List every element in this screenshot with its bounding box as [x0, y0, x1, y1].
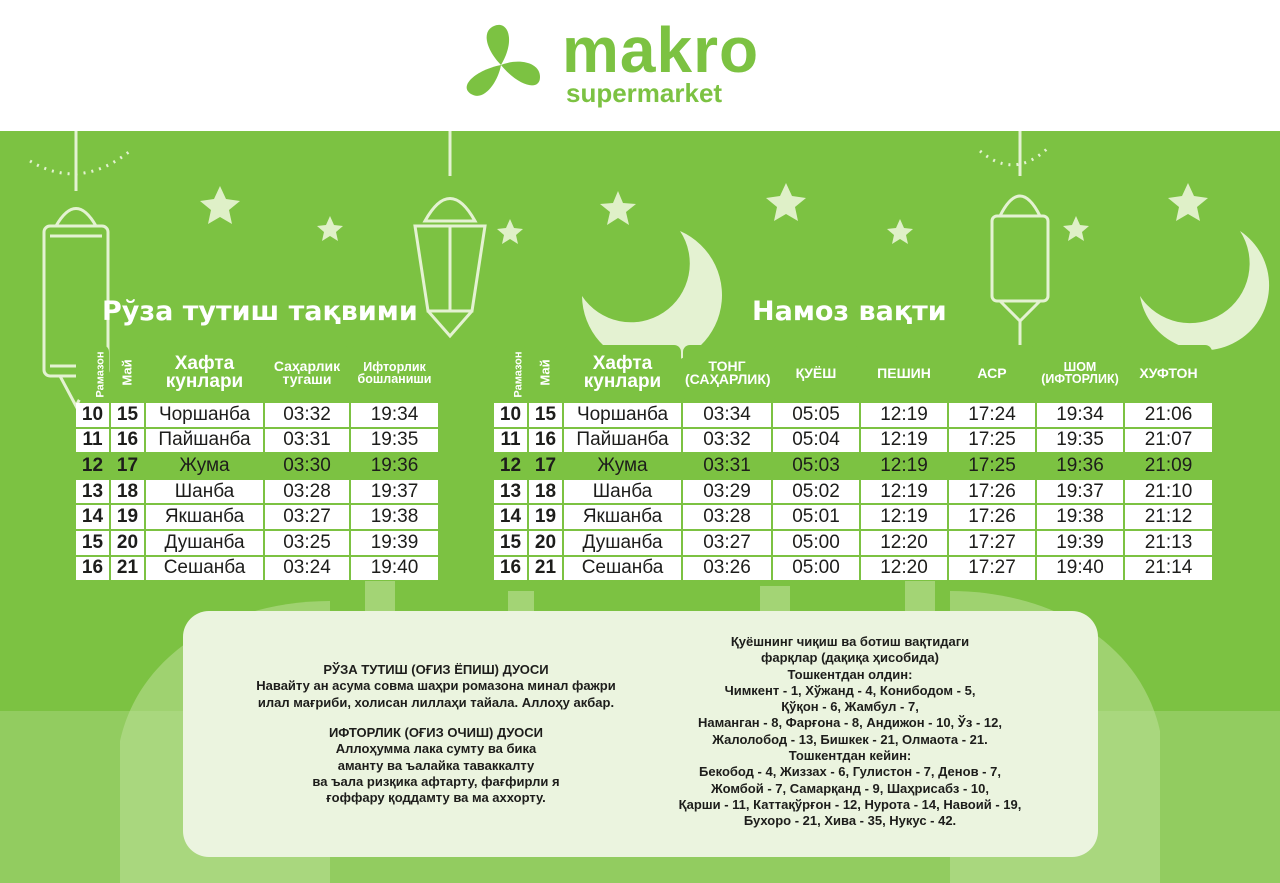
- star-icon: [766, 183, 806, 221]
- table-cell: 16: [111, 429, 144, 453]
- table-cell: 13: [76, 480, 109, 504]
- text-line: аманту ва ъалайка таваккалту: [337, 757, 535, 773]
- table-row: [76, 454, 438, 478]
- table-cell: 19:38: [1037, 505, 1123, 529]
- table-row: [494, 454, 1212, 478]
- table-cell: 21: [111, 557, 144, 581]
- text-line: Бекобод - 4, Жиззах - 6, Гулистон - 7, Денов - 7,: [699, 764, 1001, 780]
- column-header-isha: ХУФТОН: [1125, 345, 1212, 401]
- table-cell: 14: [494, 505, 527, 529]
- text-line: илал мағриби, холисан лиллаҳи тайала. Аллоҳу акбар.: [257, 694, 615, 710]
- fasting-calendar-table: [74, 343, 440, 582]
- table-header-row: [76, 345, 438, 401]
- star-icon: [887, 219, 913, 244]
- table-cell: Сешанба: [564, 557, 681, 581]
- text-line: Тошкентдан кейин:: [788, 748, 912, 764]
- table-row: [494, 505, 1212, 529]
- table-cell: 05:00: [773, 531, 859, 555]
- prayer-times-title: Намоз вақти: [752, 296, 947, 327]
- table-cell: 15: [494, 531, 527, 555]
- table-cell: 21:12: [1125, 505, 1212, 529]
- lantern-icon: [992, 131, 1048, 346]
- table-cell: 11: [494, 429, 527, 453]
- table-cell: 12: [494, 454, 527, 478]
- table-cell: 03:31: [683, 454, 771, 478]
- fasting-calendar-title: Рўза тутиш тақвими: [102, 296, 418, 327]
- table-cell: Чоршанба: [146, 403, 263, 427]
- table-cell: Якшанба: [564, 505, 681, 529]
- table-cell: 03:28: [265, 480, 349, 504]
- table-cell: 16: [529, 429, 562, 453]
- table-cell: 19:39: [351, 531, 438, 555]
- table-cell: 19: [111, 505, 144, 529]
- text-line: ва ъала ризқика афтарту, фағфирли я: [312, 773, 560, 789]
- table-cell: 19:37: [351, 480, 438, 504]
- table-row: [494, 480, 1212, 504]
- table-cell: 12:20: [861, 557, 947, 581]
- table-cell: 03:25: [265, 531, 349, 555]
- table-cell: 03:27: [683, 531, 771, 555]
- star-icon: [1063, 216, 1089, 241]
- table-cell: Шанба: [146, 480, 263, 504]
- column-header-may: Май: [111, 345, 144, 401]
- table-cell: Жума: [146, 454, 263, 478]
- table-cell: 21:10: [1125, 480, 1212, 504]
- table-cell: 19:34: [1037, 403, 1123, 427]
- table-cell: 15: [111, 403, 144, 427]
- text-line: Жалолобод - 13, Бишкек - 21, Олмаота - 21.: [712, 731, 988, 747]
- table-row: [494, 403, 1212, 427]
- table-cell: Пайшанба: [564, 429, 681, 453]
- table-cell: 03:32: [683, 429, 771, 453]
- table-cell: 19:39: [1037, 531, 1123, 555]
- lantern-icon: [415, 131, 485, 336]
- table-cell: 15: [529, 403, 562, 427]
- table-cell: 14: [76, 505, 109, 529]
- table-cell: 16: [76, 557, 109, 581]
- table-row: [76, 403, 438, 427]
- table-cell: 10: [494, 403, 527, 427]
- column-header-ramadan: Рамазон: [76, 345, 109, 401]
- table-cell: 17:25: [949, 454, 1035, 478]
- header-bar: [0, 0, 1280, 131]
- table-cell: 20: [111, 531, 144, 555]
- table-cell: 05:02: [773, 480, 859, 504]
- table-cell: Пайшанба: [146, 429, 263, 453]
- table-cell: 18: [529, 480, 562, 504]
- table-cell: 21:07: [1125, 429, 1212, 453]
- star-icon: [317, 216, 343, 241]
- table-row: [76, 429, 438, 453]
- table-row: [76, 557, 438, 581]
- table-cell: 17: [529, 454, 562, 478]
- table-cell: 03:31: [265, 429, 349, 453]
- makro-logo-icon: [458, 22, 544, 108]
- table-cell: 10: [76, 403, 109, 427]
- column-header-weekday: Хафта кунлари: [564, 345, 681, 401]
- table-cell: 21:09: [1125, 454, 1212, 478]
- table-cell: 17:27: [949, 557, 1035, 581]
- table-row: [76, 531, 438, 555]
- text-line: Қарши - 11, Каттақўрғон - 12, Нурота - 14, Навоий - 19,: [678, 796, 1022, 812]
- table-cell: Жума: [564, 454, 681, 478]
- table-cell: 12:19: [861, 403, 947, 427]
- table-cell: 03:34: [683, 403, 771, 427]
- table-cell: 03:24: [265, 557, 349, 581]
- table-cell: 18: [111, 480, 144, 504]
- text-line: Қўқон - 6, Жамбул - 7,: [781, 699, 919, 715]
- table-cell: 16: [494, 557, 527, 581]
- table-cell: 17:26: [949, 480, 1035, 504]
- text-line: Навайту ан асума совма шаҳри ромазона минал фажри: [256, 678, 616, 694]
- table-cell: 13: [494, 480, 527, 504]
- table-cell: 19:40: [1037, 557, 1123, 581]
- table-cell: Шанба: [564, 480, 681, 504]
- star-icon: [600, 191, 636, 225]
- table-cell: Сешанба: [146, 557, 263, 581]
- table-cell: 05:05: [773, 403, 859, 427]
- prayer-times-table: [492, 343, 1214, 582]
- table-row: [494, 557, 1212, 581]
- table-cell: 11: [76, 429, 109, 453]
- suhoor-dua-text: [212, 662, 660, 711]
- table-cell: 12:19: [861, 429, 947, 453]
- column-header-ramadan: Рамазон: [494, 345, 527, 401]
- column-header-iftar-start: Ифторлик бошланиши: [351, 345, 438, 401]
- table-cell: 17:24: [949, 403, 1035, 427]
- table-cell: Якшанба: [146, 505, 263, 529]
- table-cell: 17:26: [949, 505, 1035, 529]
- table-cell: 12:20: [861, 531, 947, 555]
- text-line: фарқлар (дақиқа ҳисобида): [761, 650, 939, 666]
- table-cell: 03:32: [265, 403, 349, 427]
- text-line: Жомбой - 7, Самарқанд - 9, Шаҳрисабз - 10,: [710, 780, 990, 796]
- column-header-suhoor-end: Саҳарлик тугаши: [265, 345, 349, 401]
- column-header-may: Май: [529, 345, 562, 401]
- string-lights: [980, 146, 1050, 165]
- table-cell: 19:35: [1037, 429, 1123, 453]
- string-lights: [30, 151, 130, 174]
- table-cell: 15: [76, 531, 109, 555]
- table-cell: 19:37: [1037, 480, 1123, 504]
- text-line: Қуёшнинг чиқиш ва ботиш вақтидаги: [730, 634, 970, 649]
- table-cell: 03:27: [265, 505, 349, 529]
- table-cell: 12:19: [861, 480, 947, 504]
- suhoor-dua-heading: РЎЗА ТУТИШ (ОҒИЗ ЁПИШ) ДУОСИ: [323, 662, 549, 677]
- table-cell: 21: [529, 557, 562, 581]
- star-icon: [200, 186, 240, 224]
- table-cell: 21:13: [1125, 531, 1212, 555]
- brand-name: makro: [562, 14, 760, 86]
- table-cell: 05:04: [773, 429, 859, 453]
- text-line: Тошкентдан олдин:: [787, 666, 913, 682]
- column-header-fajr: ТОНГ (САҲАРЛИК): [683, 345, 771, 401]
- iftar-dua-heading: ИФТОРЛИК (ОҒИЗ ОЧИШ) ДУОСИ: [328, 725, 544, 740]
- table-cell: 19:35: [351, 429, 438, 453]
- column-header-weekday: Хафта кунлари: [146, 345, 263, 401]
- table-cell: 17: [111, 454, 144, 478]
- star-icon: [497, 219, 523, 244]
- table-cell: 19:40: [351, 557, 438, 581]
- column-header-asr: АСР: [949, 345, 1035, 401]
- table-cell: 17:25: [949, 429, 1035, 453]
- column-header-dhuhr: ПЕШИН: [861, 345, 947, 401]
- table-cell: 21:14: [1125, 557, 1212, 581]
- table-row: [76, 480, 438, 504]
- table-cell: 20: [529, 531, 562, 555]
- table-cell: 03:28: [683, 505, 771, 529]
- column-header-sunrise: ҚУЁШ: [773, 345, 859, 401]
- text-line: ғоффару қоддамту ва ма аххорту.: [326, 790, 546, 806]
- city-time-differences: [640, 634, 1060, 830]
- table-cell: 03:26: [683, 557, 771, 581]
- table-cell: 17:27: [949, 531, 1035, 555]
- text-line: Наманган - 8, Фарғона - 8, Андижон - 10, Ўз - 12,: [698, 715, 1002, 731]
- table-cell: 19:38: [351, 505, 438, 529]
- table-cell: 12:19: [861, 505, 947, 529]
- iftar-dua-text: [212, 725, 660, 806]
- table-cell: 03:30: [265, 454, 349, 478]
- table-cell: 05:00: [773, 557, 859, 581]
- table-cell: 05:01: [773, 505, 859, 529]
- brand-subtitle: supermarket: [566, 78, 723, 108]
- crescent-moon-icon: [1140, 231, 1269, 350]
- text-line: Аллоҳумма лака сумту ва бика: [335, 741, 537, 757]
- table-cell: 03:29: [683, 480, 771, 504]
- table-header-row: [494, 345, 1212, 401]
- text-line: Бухоро - 21, Хива - 35, Нукус - 42.: [743, 813, 957, 829]
- table-row: [494, 531, 1212, 555]
- table-cell: Чоршанба: [564, 403, 681, 427]
- table-cell: 21:06: [1125, 403, 1212, 427]
- table-row: [494, 429, 1212, 453]
- table-cell: 19:36: [1037, 454, 1123, 478]
- column-header-maghrib: ШОМ (ИФТОРЛИК): [1037, 345, 1123, 401]
- table-cell: 05:03: [773, 454, 859, 478]
- table-cell: 19: [529, 505, 562, 529]
- table-cell: 19:34: [351, 403, 438, 427]
- table-row: [76, 505, 438, 529]
- table-cell: Душанба: [564, 531, 681, 555]
- table-cell: 12: [76, 454, 109, 478]
- table-cell: 12:19: [861, 454, 947, 478]
- text-line: Чимкент - 1, Хўжанд - 4, Конибодом - 5,: [724, 682, 976, 698]
- table-cell: 19:36: [351, 454, 438, 478]
- star-icon: [1168, 183, 1208, 221]
- table-cell: Душанба: [146, 531, 263, 555]
